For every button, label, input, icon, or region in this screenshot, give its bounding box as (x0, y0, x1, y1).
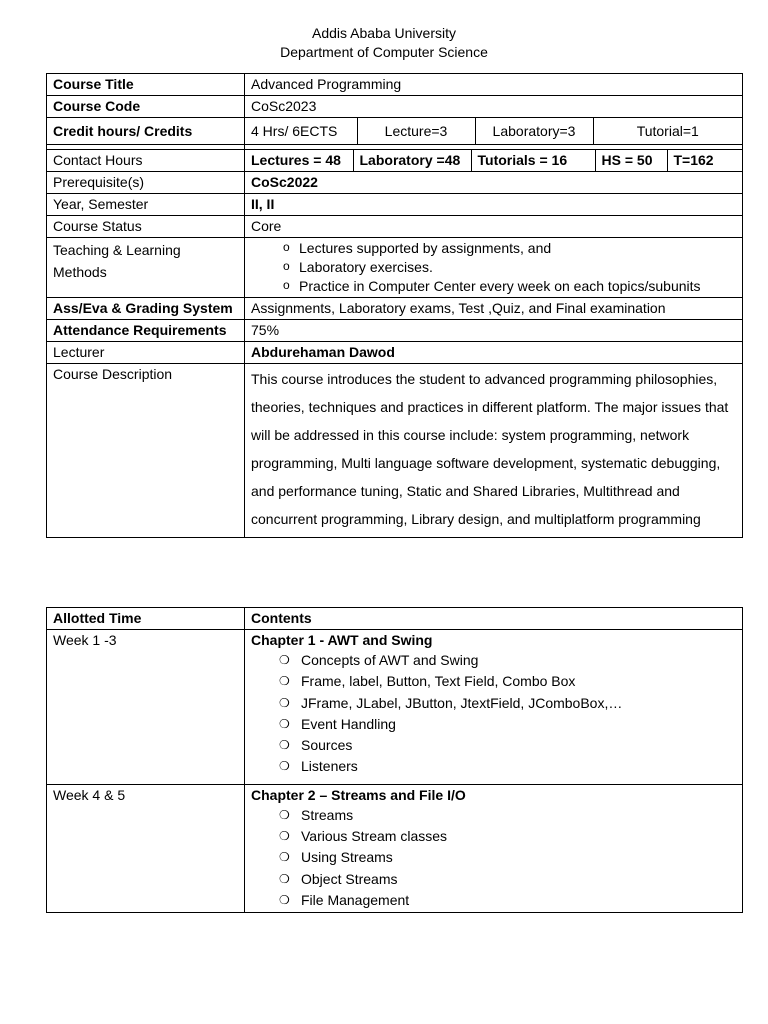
course-description-row (47, 364, 743, 538)
contact-total: T=162 (667, 150, 742, 171)
topic-item: ❍ Concepts of AWT and Swing (301, 650, 736, 671)
topic-item: ❍ JFrame, JLabel, JButton, JtextField, JComboBox,… (301, 693, 736, 714)
department-title: Department of Computer Science (280, 44, 488, 60)
topic-item: ❍ Using Streams (301, 847, 736, 868)
teaching-methods-label: Teaching & Learning Methods (47, 238, 245, 298)
university-title: Addis Ababa University (312, 25, 456, 41)
credits-row (47, 118, 743, 145)
topic-item: ❍ Sources (301, 735, 736, 756)
prerequisite-label: Prerequisite(s) (47, 172, 245, 194)
topic-item: ❍ Frame, label, Button, Text Field, Combo Box (301, 671, 736, 692)
credits-value: 4 Hrs/ 6ECTS (251, 123, 338, 139)
grading-row (47, 298, 743, 320)
allotted-time-header: Allotted Time (47, 608, 245, 630)
method-item: o Lectures supported by assignments, and (299, 239, 736, 258)
lecture-credit: Lecture=3 (357, 118, 475, 144)
topic-item: ❍ Listeners (301, 756, 736, 777)
teaching-methods-row (47, 238, 743, 298)
schedule-row (47, 630, 743, 785)
contact-hs: HS = 50 (595, 150, 667, 171)
contact-hours-label: Contact Hours (47, 150, 245, 172)
topic-item: ❍ Various Stream classes (301, 826, 736, 847)
course-description-label: Course Description (47, 364, 245, 538)
course-status-label: Course Status (47, 216, 245, 238)
year-semester-value: II, II (245, 194, 743, 216)
topic-item: ❍ Event Handling (301, 714, 736, 735)
topic-list (251, 650, 736, 778)
course-info-table (46, 73, 743, 538)
lecturer-value: Abdurehaman Dawod (245, 342, 743, 364)
year-semester-row (47, 194, 743, 216)
schedule-table (46, 607, 743, 913)
course-title-value: Advanced Programming (245, 74, 743, 96)
attendance-value: 75% (245, 320, 743, 342)
tutorial-credit: Tutorial=1 (593, 118, 742, 144)
grading-label: Ass/Eva & Grading System (47, 298, 245, 320)
chapter-title: Chapter 2 – Streams and File I/O (251, 786, 466, 803)
topic-item: ❍ File Management (301, 890, 736, 911)
prerequisite-value: CoSc2022 (245, 172, 743, 194)
course-code-label: Course Code (47, 96, 245, 118)
contents-header: Contents (245, 608, 743, 630)
method-item: o Laboratory exercises. (299, 258, 736, 277)
course-title-label: Course Title (47, 74, 245, 96)
topic-item: ❍ Object Streams (301, 869, 736, 890)
course-status-row (47, 216, 743, 238)
teaching-methods-list (273, 239, 736, 296)
laboratory-credit: Laboratory=3 (475, 118, 593, 144)
week-label: Week 4 & 5 (47, 784, 245, 912)
lecturer-row (47, 342, 743, 364)
course-description-value: This course introduces the student to advanced programming philosophies, theories, techniques and practices in different platform. The major issues that will be addressed in this course include: system programming, network programming, Multi language software development, systematic debugging, and performance tuning, Static and Shared Libraries, Multithread and concurrent programming, Library design, and multiplatform programming (245, 364, 743, 538)
course-title-row (47, 74, 743, 96)
topic-list (251, 805, 736, 911)
topic-item: ❍ Streams (301, 805, 736, 826)
schedule-header-row (47, 608, 743, 630)
schedule-row (47, 784, 743, 912)
course-code-value: CoSc2023 (245, 96, 743, 118)
chapter-title: Chapter 1 - AWT and Swing (251, 632, 433, 648)
attendance-label: Attendance Requirements (47, 320, 245, 342)
lecturer-label: Lecturer (47, 342, 245, 364)
attendance-row (47, 320, 743, 342)
method-item: o Practice in Computer Center every week on each topics/subunits (299, 277, 736, 296)
year-semester-label: Year, Semester (47, 194, 245, 216)
contact-hours-row (47, 150, 743, 172)
credits-label: Credit hours/ Credits (47, 118, 245, 145)
week-label: Week 1 -3 (47, 630, 245, 785)
prerequisite-row (47, 172, 743, 194)
grading-value: Assignments, Laboratory exams, Test ,Quiz, and Final examination (245, 298, 743, 320)
contact-laboratory: Laboratory =48 (353, 150, 471, 171)
contact-lectures: Lectures = 48 (251, 152, 341, 168)
course-status-value: Core (245, 216, 743, 238)
course-code-row (47, 96, 743, 118)
contact-tutorials: Tutorials = 16 (471, 150, 595, 171)
